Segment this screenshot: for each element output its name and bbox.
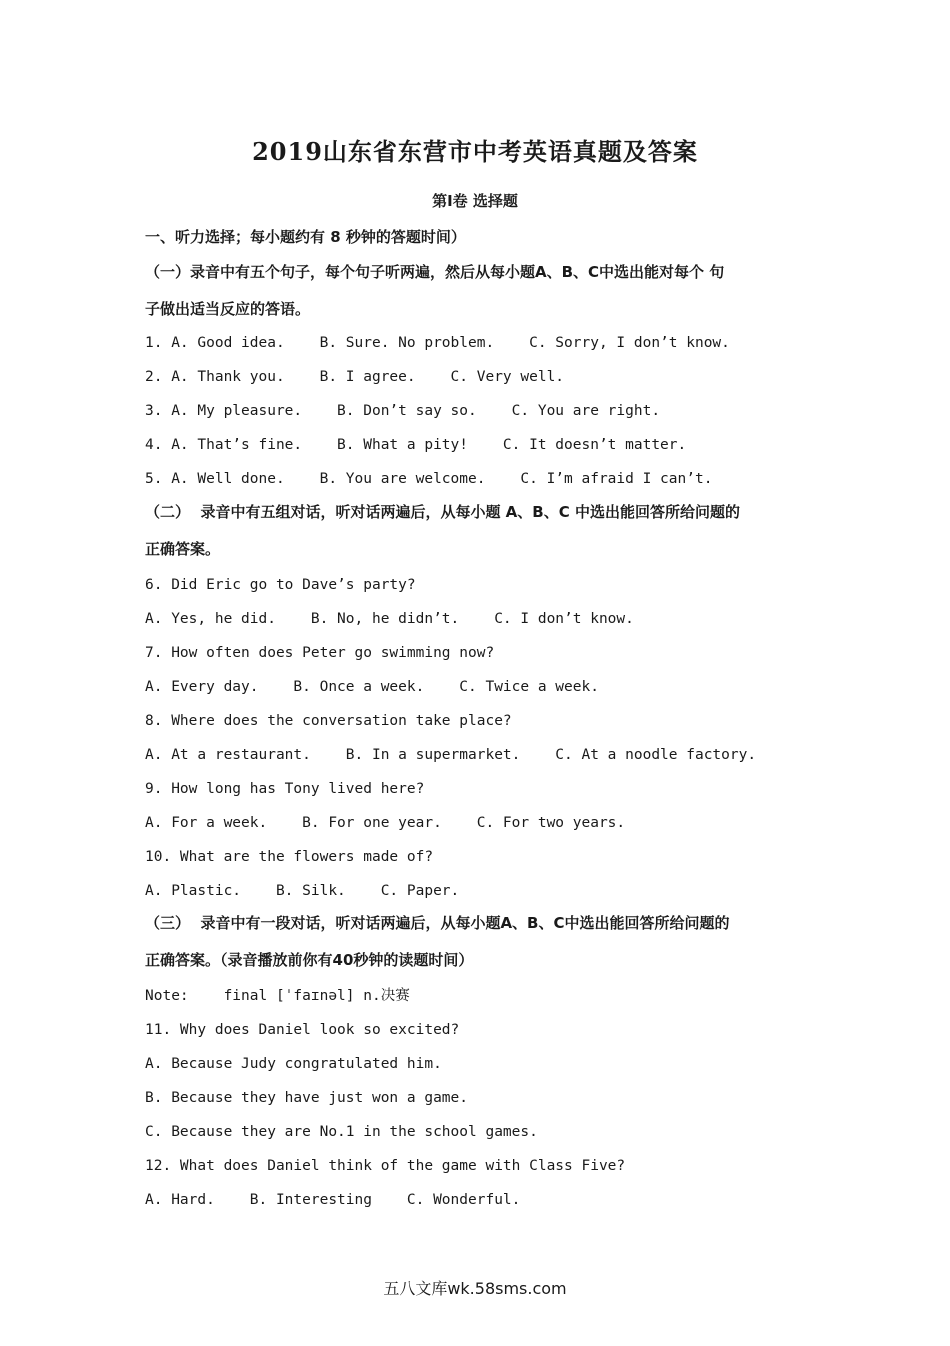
page-title: 2019山东省东营市中考英语真题及答案 (252, 137, 698, 166)
part-instruction: 子做出适当反应的答语。 (145, 300, 311, 318)
part-instruction: 正确答案。（录音播放前你有40秒钟的读题时间） (145, 951, 474, 969)
part-instruction: 正确答案。 (145, 540, 221, 558)
vocab-note: Note: final [ˈfaɪnəl] n.决赛 (145, 988, 410, 1004)
answer-option: C. Because they are No.1 in the school games. (145, 1124, 538, 1140)
section-title: 第Ⅰ卷 选择题 (432, 192, 518, 210)
question-item: 1. A. Good idea. B. Sure. No problem. C. Sorry, I don’t know. (145, 335, 730, 351)
answer-options: A. For a week. B. For one year. C. For two years. (145, 815, 626, 831)
section-heading: 一、听力选择；每小题约有 8 秒钟的答题时间） (145, 228, 466, 246)
part-instruction: （二） 录音中有五组对话，听对话两遍后，从每小题 A、B、C 中选出能回答所给问题的 (145, 503, 740, 521)
question-item: 5. A. Well done. B. You are welcome. C. I’m afraid I can’t. (145, 471, 713, 487)
part-instruction: （三） 录音中有一段对话，听对话两遍后，从每小题A、B、C中选出能回答所给问题的 (145, 914, 730, 932)
answer-option: A. Because Judy congratulated him. (145, 1056, 442, 1072)
answer-options: A. Plastic. B. Silk. C. Paper. (145, 883, 460, 899)
question-item: 9. How long has Tony lived here? (145, 781, 425, 797)
part-instruction: （一）录音中有五个句子，每个句子听两遍，然后从每小题A、B、C中选出能对每个 句 (145, 263, 725, 281)
question-item: 2. A. Thank you. B. I agree. C. Very well. (145, 369, 565, 385)
question-item: 12. What does Daniel think of the game with Class Five? (145, 1158, 626, 1174)
question-item: 11. Why does Daniel look so excited? (145, 1022, 460, 1038)
question-item: 3. A. My pleasure. B. Don’t say so. C. You are right. (145, 403, 661, 419)
page-footer: 五八文库wk.58sms.com (383, 1279, 567, 1298)
question-item: 7. How often does Peter go swimming now? (145, 645, 495, 661)
question-item: 10. What are the flowers made of? (145, 849, 434, 865)
answer-options: A. Every day. B. Once a week. C. Twice a week. (145, 679, 599, 695)
question-item: 8. Where does the conversation take place? (145, 713, 512, 729)
answer-options: A. Hard. B. Interesting C. Wonderful. (145, 1192, 521, 1208)
question-item: 4. A. That’s fine. B. What a pity! C. It doesn’t matter. (145, 437, 687, 453)
question-item: 6. Did Eric go to Dave’s party? (145, 577, 416, 593)
answer-option: B. Because they have just won a game. (145, 1090, 469, 1106)
answer-options: A. Yes, he did. B. No, he didn’t. C. I don’t know. (145, 611, 634, 627)
answer-options: A. At a restaurant. B. In a supermarket. C. At a noodle factory. (145, 747, 757, 763)
